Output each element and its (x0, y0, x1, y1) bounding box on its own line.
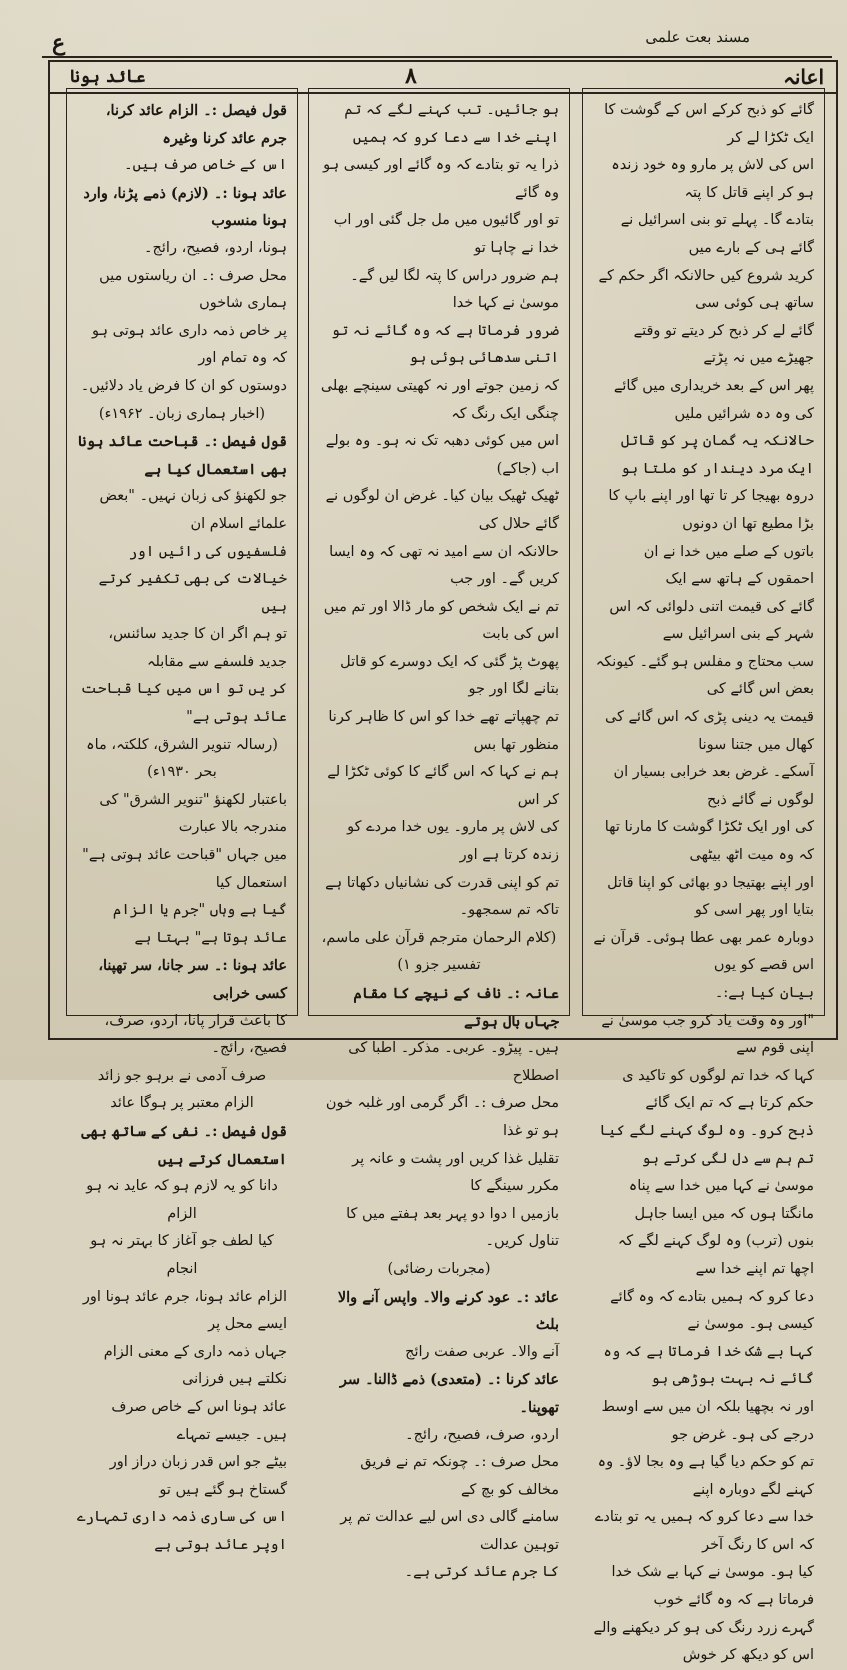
text-line: اس میں کوئی دھبہ تک نہ ہو۔ وہ بولے اب (جاکے) (325, 433, 559, 477)
text-line: گائے لے کر ذبح کر دیتے تو وقتے جھیڑے میں نہ پڑتے (633, 322, 814, 367)
text-line: کہا بے شک خدا فرماتا ہے کہ وہ گائے نہ بہت بوڑھی ہو (603, 1343, 814, 1388)
text-line: ہو جائیں۔ تب کہنے لگے کہ تم اپنے خدا سے دعا کرو کہ ہمیں (344, 102, 559, 146)
citation: (کلام الرحمان مترجم قرآن علی ماسم، تفسیر جزو ۱) (321, 929, 557, 974)
entry-heading: عائد ہونا :۔ (لازم) ذمے پڑنا، وارد ہونا منسوب (83, 184, 287, 230)
column-middle (308, 88, 570, 1581)
text-line: پر خاص ذمہ داری عائد ہوتی ہو کہ وہ تمام اور (92, 322, 287, 367)
text-line: کیا ہو۔ موسیٰ نے کہا بے شک خدا فرماتا ہے کہ وہ گائے خوب (611, 1564, 814, 1609)
text-line: ہم نے کہا کہ اس گائے کا کوئی ٹکڑا لے کر اس (327, 764, 559, 808)
text-line: کرید شروع کیں حالانکہ اگر حکم کے ساتھ ہی کوئی سی (598, 267, 814, 312)
entry-heading: عائد ہونا :۔ سر جانا، سر تھپنا، کسی خرابی (98, 957, 287, 1002)
text-line: تم چھپاتے تھے خدا کو اس کا ظاہر کرنا منظور تھا بس (328, 709, 559, 753)
text-line: دروہ بھیجا کر تا تھا اور اپنے باپ کا بڑا مطیع تھا ان دونوں (608, 488, 814, 532)
text-line: اردو، صرف، فصیح، رائج۔ (405, 1426, 559, 1443)
text-line: حالانکہ ان سے امید نہ تھی کہ وہ ایسا کریں گے۔ اور جب (329, 543, 559, 588)
text-line: "اور وہ وقت یاد کرو جب موسیٰ نے اپنی قوم سے (601, 1012, 814, 1057)
headword-left: عائد ہونا (70, 67, 146, 87)
text-line: حالانکہ یہ گمان پر کو قاتل ایک مرد دیندار کو ملتا ہو (621, 433, 814, 477)
verse-line: دانا کو یہ لازم ہو کہ عاید نہ ہو الزام (86, 1178, 278, 1222)
entry-heading: عائد کرنا :۔ (متعدی) ذمے ڈالنا۔ سر تھوپنا۔ (339, 1371, 559, 1416)
text-line: اس کی لاش پر مارو وہ خود زندہ ہو کر اپنے قاتل کا پتہ (611, 157, 814, 201)
text-line: اور اپنے بھتیجا دو بھائی کو اپنا قاتل بتایا اور پھر اسی کو (607, 874, 814, 919)
running-header (40, 22, 770, 56)
text-line: کی لاش پر مارو۔ یوں خدا مردے کو زندہ کرتا ہے اور (347, 819, 559, 864)
header-rule (42, 56, 832, 58)
text-line: محل صرف :۔ اگر گرمی اور غلبہ خون ہو تو غذا (325, 1095, 559, 1139)
text-line: بیٹے جو اس قدر زبان دراز اور گستاخ ہو گئے ہیں تو (109, 1454, 287, 1498)
text-line: تم کو اپنی قدرت کی نشانیاں دکھاتا ہے تاکہ تم سمجھو۔ (325, 874, 559, 919)
text-line: ہیں۔ پیڑو۔ عربی۔ مذکر۔ اطبا کی اصطلاح (348, 1040, 559, 1084)
verse-line: صرف آدمی نے برہو جو زائد (97, 1067, 267, 1084)
text-line: بازمیں ا دوا دو پہر بعد ہفتے میں کا تناول کریں۔ (346, 1205, 559, 1250)
text-line: موسیٰ نے کہا میں خدا سے پناہ مانگتا ہوں کہ میں ایسا جاہل (628, 1178, 814, 1222)
text-line: الزام عائد ہونا، جرم عائد ہونا اور ایسے محل پر (82, 1288, 287, 1333)
text-line: ضرور فرماتا ہے کہ وہ گائے نہ تو اتنی سدھائی ہوئی ہو (331, 322, 559, 367)
text-line: خدا سے دعا کرو کہ ہمیں یہ تو بتادے کہ اس کا رنگ آخر (594, 1509, 814, 1553)
text-line: باعتبار لکھنؤ "تنویر الشرق" کی مندرجہ بالا عبارت (99, 791, 287, 836)
text-line: میں جہاں "قباحت عائد ہوتی ہے" استعمال کیا (82, 847, 287, 891)
column-left (66, 88, 298, 1553)
text-line: دوبارہ عمر بھی عطا ہوئی۔ قرآن نے اس قصے کو یوں (593, 929, 814, 974)
text-line: آسکے۔ غرض بعد خرابی بسیار ان لوگوں نے گائے ذبح (613, 764, 814, 808)
text-line: باتوں کے صلے میں خدا نے ان احمقوں کے ہاتھ سے ایک (643, 543, 814, 588)
text-line: کا باعث قرار پانا، اردو، صرف، فصیح، رائج۔ (104, 1012, 287, 1057)
text-line: کی اور ایک ٹکڑا گوشت کا مارنا تھا کہ وہ میت اٹھ بیٹھی (604, 819, 814, 864)
column-right (582, 88, 825, 1664)
text-line: تقلیل غذا کریں اور پشت و عانہ پر مکرر سینگے کا (352, 1150, 559, 1195)
citation: (مجربات رضائی) (387, 1260, 491, 1277)
text-line: محل صرف :۔ ان ریاستوں میں ہماری شاخوں (99, 267, 287, 312)
text-line: ذبح کرو۔ وہ لوگ کہنے لگے کیا تم ہم سے دل لگی کرتے ہو (599, 1122, 814, 1167)
page-frame (48, 60, 838, 1664)
page-number: ۸ (405, 63, 417, 89)
text-line: قیمت یہ دینی پڑی کہ اس گائے کی کھال میں جتنا سونا (604, 709, 814, 753)
text-line: دعا کرو کہ ہمیں بتادے کہ وہ گائے کیسی ہو۔ موسیٰ نے (610, 1288, 814, 1333)
entry-heading: قول فیصل :۔ نفی کے ساتھ بھی استعمال کرتے ہیں (81, 1122, 287, 1168)
text-line: گائے کی قیمت اتنی دلوائی کہ اس شہر کے بنی اسرائیل سے (609, 598, 814, 643)
text-line: بیان کیا ہے:۔ (714, 985, 814, 1001)
text-line: کا جرم عائد کرتی ہے۔ (404, 1564, 559, 1581)
entry-heading: عانہ :۔ ناف کے نیچے کا مقام جہاں بال ہوتے (353, 985, 559, 1030)
text-line: اور نہ بچھیا بلکہ ان میں سے اوسط درجے کی ہو۔ غرض جو (601, 1398, 814, 1443)
text-line: بتادے گا۔ پہلے تو بنی اسرائیل نے گائے ہی کے بارے میں (620, 212, 814, 256)
verse-line: الزام معتبر پر ہوگا عائد (110, 1095, 254, 1112)
text-line: کہ زمین جوتے اور نہ کھیتی سینچے بھلی چنگی ایک رنگ کہ (320, 377, 559, 422)
text-line: فلسفیوں کی رائیں اور خیالات کی بھی تکفیر کرتے ہیں (98, 543, 287, 615)
header-letter: ع (52, 30, 66, 56)
text-line: بنوں (ترب) وہ لوگ کہنے لگے کہ اچھا تم اپنے خدا سے (617, 1233, 814, 1277)
text-line: جہاں ذمہ داری کے معنی الزام نکلتے ہیں فرزانی (103, 1343, 287, 1388)
text-line: اس کے خاص صرف ہیں۔ (124, 157, 287, 174)
text-line: پھر اس کے بعد خریداری میں گائے کی وہ دہ شرائیں ملیں (613, 377, 814, 422)
text-line: تو اور گائیوں میں مل جل گئی اور اب خدا نے چاہا تو (333, 212, 559, 256)
citation: (رسالہ تنویر الشرق، کلکتہ، ماہ بحر ۱۹۳۰ء) (86, 736, 278, 781)
text-line: تو ہم اگر ان کا جدید سائنس، جدید فلسفے سے مقابلہ (108, 626, 287, 670)
entry-heading: عائد :۔ عود کرنے والا۔ واپس آنے والا بلٹ (337, 1288, 559, 1334)
text-line: عائد ہونا اس کے خاص صرف ہیں۔ جیسے تمہاے (111, 1398, 287, 1443)
text-line: گہرے زرد رنگ کی ہو کر دیکھنے والے اس کو دیکھ کر خوش (593, 1619, 814, 1664)
headword-right: اعانہ (783, 65, 824, 89)
text-line: تم کو حکم دیا گیا ہے وہ بجا لاؤ۔ وہ کہنے لگے دوبارہ اپنے (597, 1454, 814, 1498)
text-line: گیا ہے وہاں "جرم یا الزام عائد ہوتا ہے" بہتا ہے (112, 902, 287, 946)
text-line: جو لکھنؤ کی زبان نہیں۔ "بعض علمائے اسلام ان (99, 488, 287, 532)
text-line: ذرا یہ تو بتادے کہ وہ گائے اور کیسی ہو وہ گائے (323, 157, 559, 201)
text-line: ہم ضرور دراس کا پتہ لگا لیں گے۔ موسیٰ نے کہا خدا (350, 267, 559, 312)
entry-heading: قول فیصل :۔ الزام عائد کرنا، جرم عائد کرنا وغیرہ (105, 102, 287, 147)
text-line: محل صرف :۔ چونکہ تم نے فریق مخالف کو بچ کے (360, 1454, 559, 1498)
entry-heading: قول فیصل :۔ قباحت عائد ہونا بھی استعمال کیا ہے (77, 433, 287, 478)
text-line: ہونا، اردو، فصیح، رائج۔ (144, 239, 287, 256)
header-title: مسند بعت علمی (645, 28, 750, 46)
citation: (اخبار ہماری زبان۔ ۱۹۶۲ء) (98, 405, 266, 422)
text-line: پھوٹ پڑ گئی کہ ایک دوسرے کو قاتل بتانے لگا اور جو (340, 653, 559, 698)
text-line: ٹھیک ٹھیک بیان کیا۔ غرض ان لوگوں نے گائے حلال کی (325, 488, 559, 532)
text-line: اس کی ساری ذمہ داری تمہارے اوپر عائد ہوتی ہے (77, 1509, 287, 1553)
text-line: کہا کہ خدا تم لوگوں کو تاکید ی حکم کرتا ہے کہ تم ایک گائے (622, 1067, 814, 1112)
text-line: سب محتاج و مفلس ہو گئے۔ کیونکہ بعض اس گائے کی (595, 653, 814, 698)
text-line: سامنے گالی دی اس لیے عدالت تم پر توہین عدالت (340, 1509, 559, 1553)
text-line: کر یں تو اس میں کیا قباحت عائد ہوتی ہے" (80, 681, 287, 726)
verse-line: کیا لطف جو آغاز کا بہتر نہ ہو انجام (90, 1233, 274, 1277)
text-line: تم نے ایک شخص کو مار ڈالا اور تم میں اس کی بابت (323, 598, 559, 643)
text-line: آنے والا۔ عربی صفت رائج (405, 1343, 559, 1360)
text-line: گائے کو ذبح کرکے اس کے گوشت کا ایک ٹکڑا لے کر (604, 102, 814, 146)
text-line: دوستوں کو ان کا فرض یاد دلائیں۔ (80, 377, 287, 394)
